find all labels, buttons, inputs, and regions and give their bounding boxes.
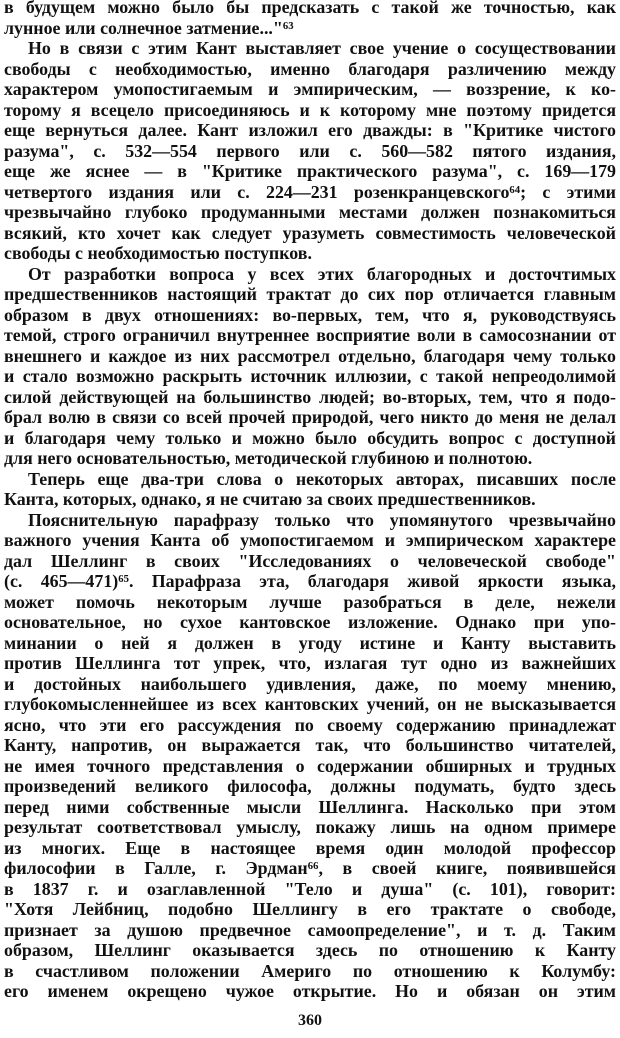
text-line: минании о ней я должен в угоду истине и Канту выставить [4,632,616,653]
text-line: образом в двух отношениях: во-первых, тем, что я, руководствуясь [4,304,616,325]
text-line: свободы с необходимостью, именно благодаря различению между [4,58,616,79]
text-line: внешнего и каждое из них рассмотрел отдельно, благодаря чему только [4,345,616,366]
text-line: в 1837 г. и озаглавленной "Тело и душа" (с. 101), говорит: [4,878,616,899]
text-line: дал Шеллинг в своих "Исследованиях о человеческой свободе" [4,550,616,571]
text-line: характером умопостигаемым и эмпирическим, — воззрение, к ко- [4,79,616,99]
text-line: (с. 465—471)⁶⁵. Парафраза эта, благодаря живой яркости языка, [4,571,616,591]
text-line: лунное или солнечное затмение..."⁶³ [4,17,294,38]
text-line: темой, строго ограничил внутреннее восприятие воли в самосознании от [4,325,616,345]
text-line: перед ними собственные мысли Шеллинга. Насколько при этом [4,796,616,817]
text-line: в счастливом положении Америго по отношению к Колумбу: [4,960,616,981]
text-line: ясно, что эти его рассуждения по своему содержанию принадлежат [4,714,616,735]
text-line: философии в Галле, г. Эрдман⁶⁶, в своей книге, появившейся [4,858,616,878]
text-line: разума", с. 532—554 первого или с. 560—582 пятого издания, [4,140,616,161]
text-line: и благодаря чему только и можно было обсудить вопрос с доступной [4,427,616,448]
page-number: 360 [298,1012,322,1029]
text-line: торому я всецело присоединяюсь и к которому мне поэтому придется [4,99,616,120]
text-line: из многих. Еще в настоящее время один молодой профессор [4,837,616,858]
text-line: результат соответствовал умыслу, покажу лишь на одном примере [4,817,616,837]
text-line: признает за душою предвечное самоопределение", и т. д. Таким [4,919,616,940]
text-line: основательное, но сухое кантовское изложение. Однако при упо- [4,612,616,632]
text-line: не имея точного представления о содержании обширных и трудных [4,755,616,776]
text-line: Но в связи с этим Кант выставляет свое учение о сосуществовании [28,38,616,58]
body-text [4,0,616,1002]
text-line: еще вернуться далее. Кант изложил его дважды: в "Критике чистого [4,120,616,140]
text-line: От разработки вопроса у всех этих благородных и досточтимых [28,263,616,284]
text-line: в будущем можно было бы предсказать с такой же точностью, как [4,0,616,17]
text-line: всякий, кто хочет как следует уразуметь совместимость человеческой [4,222,616,243]
text-line: против Шеллинга тот упрек, что, излагая тут одно из важнейших [4,653,616,673]
text-line: образом, Шеллинг оказывается здесь по отношению к Канту [4,940,616,960]
text-line: важного учения Канта об умопостигаемом и эмпирическом характере [4,530,616,550]
text-line: и достойных наибольшего удивления, даже, по моему мнению, [4,673,616,694]
text-line: Канту, напротив, он выражается так, что большинство читателей, [4,735,616,755]
text-line: свободы с необходимостью поступков. [4,243,312,263]
text-line: силой действующей на большинство людей; во-вторых, тем, что я подо- [4,386,616,407]
text-line: чрезвычайно глубоко продуманными местами должен познакомиться [4,202,616,222]
text-line: Канта, которых, однако, я не считаю за своих предшественников. [4,489,536,509]
text-line: Пояснительную парафразу только что упомянутого чрезвычайно [28,509,616,530]
text-line: глубокомысленнейшее из всех кантовских учений, он не высказывается [4,694,616,714]
text-line: его именем окрещено чужое открытие. Но и обязан он этим [4,981,616,1001]
text-line: "Хотя Лейбниц, подобно Шеллингу в его трактате о свободе, [4,899,616,919]
text-line: предшественников настоящий трактат до сих пор отличается главным [4,284,616,304]
text-line: еще же яснее — в "Критике практического разума", с. 169—179 [4,161,616,181]
text-line: брал волю в связи со всей прочей природой, чего никто до меня не делал [4,407,616,427]
text-line: Теперь еще два-три слова о некоторых авторах, писавших после [28,468,616,489]
text-line: может помочь некоторым лучше разобраться в деле, нежели [4,591,616,612]
text-line: для него основательностью, методической глубиною и полнотою. [4,448,533,468]
text-line: четвертого издания или с. 224—231 розенкранцевского⁶⁴; с этими [4,181,616,202]
text-line: и стало возможно раскрыть источник иллюзии, с такой непреодолимой [4,366,616,386]
text-line: произведений великого философа, должны подумать, будто здесь [4,776,616,796]
